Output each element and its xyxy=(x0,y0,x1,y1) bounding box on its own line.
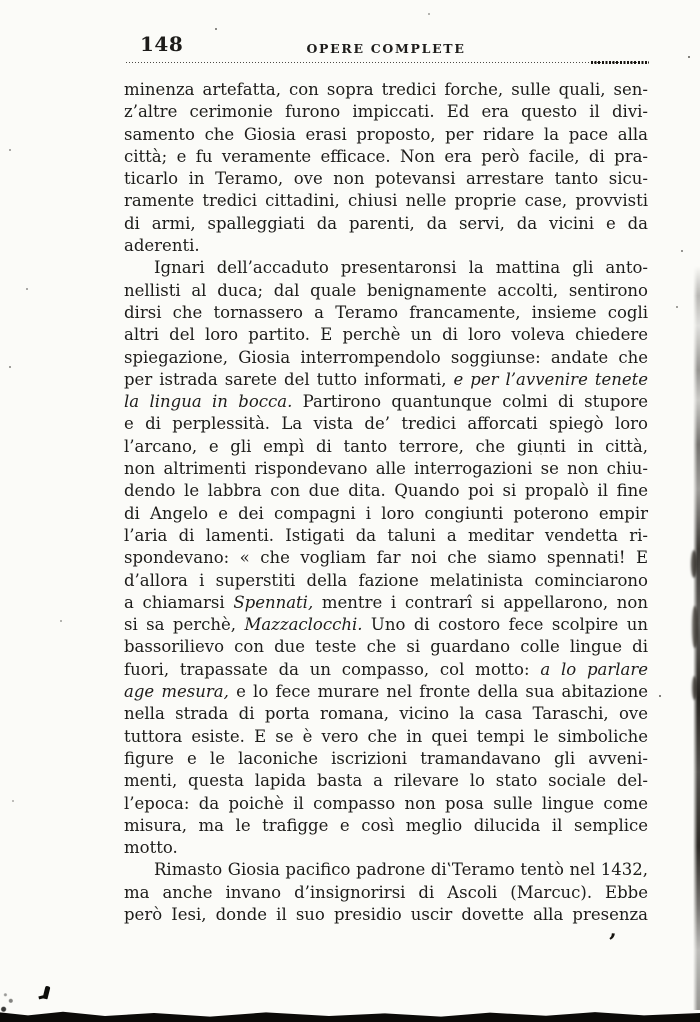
text-segment: città; e fu veramente efficace. Non era però facile, di pra- xyxy=(124,146,648,166)
text-segment: dendo le labbra con due dita. Quando poi si propalò il fine xyxy=(124,481,648,501)
text-segment: d’allora i superstiti della fazione melatinista cominciarono xyxy=(124,570,648,590)
text-segment: nellisti al duca; dal quale benignamente accolti, sentirono xyxy=(124,280,648,300)
text-line xyxy=(124,904,648,926)
text-segment: e lo fece murare nel fronte della sua abitazione xyxy=(228,682,648,702)
text-line xyxy=(124,726,648,748)
text-segment: bassorilievo con due teste che si guardano colle lingue di xyxy=(124,637,648,657)
text-line xyxy=(124,190,648,212)
bottom-edge-scan-band xyxy=(0,1010,700,1022)
text-line xyxy=(124,413,648,435)
italic-text-segment: Mazzaclocchi. xyxy=(244,615,363,635)
text-segment: misura, ma le trafigge e così meglio dilucida il semplice xyxy=(124,815,648,835)
text-line xyxy=(124,525,648,547)
text-line xyxy=(124,391,648,413)
text-segment: a chiamarsi xyxy=(124,592,234,612)
body-text xyxy=(124,79,648,926)
text-line xyxy=(124,793,648,815)
text-line xyxy=(124,837,648,859)
text-segment: non altrimenti rispondevano alle interrogazioni se non chiu- xyxy=(124,459,648,479)
text-line xyxy=(124,770,648,792)
header-dotted-rule-bold-end xyxy=(591,61,649,64)
right-edge-blotch xyxy=(692,676,697,700)
text-segment: aderenti. xyxy=(124,236,200,256)
text-line xyxy=(124,592,648,614)
text-segment: fuori, trapassate da un compasso, col motto: xyxy=(124,659,541,679)
text-segment: di armi, spalleggiati da parenti, da servi, da vicini e da xyxy=(124,213,648,233)
text-segment: minenza artefatta, con sopra tredici forche, sulle quali, sen- xyxy=(124,80,648,99)
text-segment: ma anche invano d’insignorirsi di Ascoli (Marcuc). Ebbe xyxy=(124,882,648,902)
text-segment: Uno di costoro fece scolpire un xyxy=(362,615,648,635)
text-segment: motto. xyxy=(124,838,178,858)
text-segment: l’aria di lamenti. Istigati da taluni a meditar vendetta ri- xyxy=(124,525,648,545)
text-segment: altri del loro partito. E perchè un di loro voleva chiedere xyxy=(124,325,648,345)
text-line xyxy=(124,235,648,257)
text-line xyxy=(124,859,648,881)
italic-text-segment: Spennati, xyxy=(233,592,314,612)
text-segment: nella strada di porta romana, vicino la casa Taraschi, ove xyxy=(124,704,648,724)
text-line xyxy=(124,681,648,703)
text-segment: dirsi che tornassero a Teramo francamente, insieme cogli xyxy=(124,302,648,322)
text-line xyxy=(124,257,648,279)
text-segment: figure e le laconiche iscrizioni tramandavano gli avveni- xyxy=(124,748,648,768)
right-edge-blotch xyxy=(691,550,697,578)
catchword-mark: ’ xyxy=(607,928,617,957)
text-line xyxy=(124,703,648,725)
text-line xyxy=(124,659,648,681)
text-segment: tuttora esiste. E se è vero che in quei tempi le simboliche xyxy=(124,726,648,746)
text-line xyxy=(124,213,648,235)
text-line xyxy=(124,124,648,146)
text-line xyxy=(124,547,648,569)
text-line xyxy=(124,302,648,324)
page-number: 148 xyxy=(140,32,184,56)
text-line xyxy=(124,480,648,502)
text-line xyxy=(124,458,648,480)
right-edge-blotch xyxy=(692,606,698,648)
italic-text-segment: a lo parlare xyxy=(540,659,648,679)
text-line xyxy=(124,882,648,904)
paper-specks xyxy=(0,0,2,2)
text-line xyxy=(124,570,648,592)
text-line xyxy=(124,503,648,525)
text-segment: Partirono quantunque colmi di stupore xyxy=(292,392,648,412)
italic-text-segment: e per l’avvenire tenete xyxy=(453,369,649,389)
text-segment: spiegazione, Giosia interrompendolo soggiunse: andate che xyxy=(124,347,648,367)
italic-text-segment: la lingua in bocca. xyxy=(124,392,293,412)
text-segment: ramente tredici cittadini, chiusi nelle proprie case, provvisti xyxy=(124,191,648,211)
italic-text-segment: age mesura, xyxy=(124,682,229,702)
text-segment: per istrada sarete del tutto informati, xyxy=(124,369,454,389)
ink-blot-mark xyxy=(43,986,51,1000)
text-segment: z’altre cerimonie furono impiccati. Ed era questo il divi- xyxy=(124,102,648,122)
text-line xyxy=(124,636,648,658)
text-line xyxy=(124,324,648,346)
bottom-left-corner-specks xyxy=(0,990,18,1014)
text-segment: e di perplessità. La vista de’ tredici afforcati spiegò loro xyxy=(124,414,648,434)
text-segment: menti, questa lapida basta a rilevare lo stato sociale del- xyxy=(124,771,648,791)
text-segment: Ignari dell’accaduto presentaronsi la mattina gli anto- xyxy=(154,258,648,278)
running-title: OPERE COMPLETE xyxy=(306,41,466,56)
header-dotted-rule xyxy=(126,62,649,63)
text-line xyxy=(124,436,648,458)
text-line xyxy=(124,815,648,837)
text-segment: mentre i contrarî si appellarono, non xyxy=(313,592,648,612)
text-segment: l’epoca: da poichè il compasso non posa sulle lingue come xyxy=(124,793,648,813)
text-line xyxy=(124,347,648,369)
text-line xyxy=(124,101,648,123)
text-segment: spondevano: « che vogliam far noi che siamo spennati! E xyxy=(124,548,648,568)
text-line xyxy=(124,146,648,168)
text-line xyxy=(124,614,648,636)
text-segment: ticarlo in Teramo, ove non potevansi arrestare tanto sicu- xyxy=(124,169,648,189)
text-segment: samento che Giosia erasi proposto, per ridare la pace alla xyxy=(124,124,648,144)
text-line xyxy=(124,280,648,302)
text-segment: si sa perchè, xyxy=(124,615,245,635)
text-line xyxy=(124,369,648,391)
text-segment: di Angelo e dei compagni i loro congiunti poterono empir xyxy=(124,503,648,523)
text-line xyxy=(124,79,648,101)
text-line xyxy=(124,748,648,770)
text-segment: l’arcano, e gli empì di tanto terrore, che giunti in città, xyxy=(124,436,648,456)
text-segment: Rimasto Giosia pacifico padrone di‛Teramo tentò nel 1432, xyxy=(154,860,648,880)
text-segment: però Iesi, donde il suo presidio uscir dovette alla presenza xyxy=(124,904,648,924)
text-line xyxy=(124,168,648,190)
